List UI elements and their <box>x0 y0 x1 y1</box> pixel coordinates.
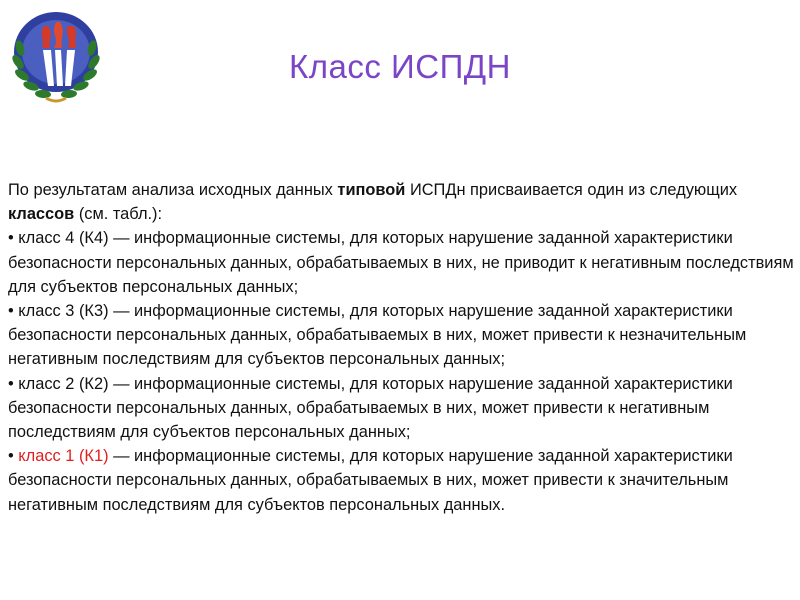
slide-body <box>8 178 798 517</box>
bold-typical: типовой <box>337 181 406 199</box>
bullet: • <box>8 229 19 248</box>
class-label-k4: класс 4 (К4) <box>18 229 109 248</box>
class-label-k2: класс 2 (К2) <box>18 374 109 393</box>
intro-paragraph: По результатам анализа исходных данных типовой ИСПДн присваивается один из следующих классов (см. табл.): <box>8 181 738 224</box>
list-item-k3: • класс 3 (К3) — информационные системы, для которых нарушение заданной характеристики безопасности персональных данных, обрабатываемых в них, может привести к незначительным негативным последствиям для субъектов персональных данных; <box>8 302 747 369</box>
list-item-k4: • класс 4 (К4) — информационные системы, для которых нарушение заданной характеристики безопасности персональных данных, обрабатываемых в них, не приводит к негативным последствиям для субъектов персональных данных; <box>8 229 794 296</box>
class-label-k1: класс 1 (К1) <box>18 447 109 466</box>
bullet: • <box>8 302 19 321</box>
slide-title: Класс ИСПДН <box>289 48 511 85</box>
list-item-k1: • класс 1 (К1) — информационные системы, для которых нарушение заданной характеристики безопасности персональных данных, обрабатываемых в них, может привести к значительным негативным последствиям для субъектов персональных данных. <box>8 447 733 514</box>
list-item-k2: • класс 2 (К2) — информационные системы, для которых нарушение заданной характеристики безопасности персональных данных, обрабатываемых в них, может привести к негативным последствиям для субъектов персональных данных; <box>8 374 733 442</box>
bullet: • <box>8 447 19 466</box>
bullet: • <box>8 374 19 393</box>
bold-classes: классов <box>8 205 75 224</box>
class-label-k3: класс 3 (К3) <box>18 302 109 321</box>
